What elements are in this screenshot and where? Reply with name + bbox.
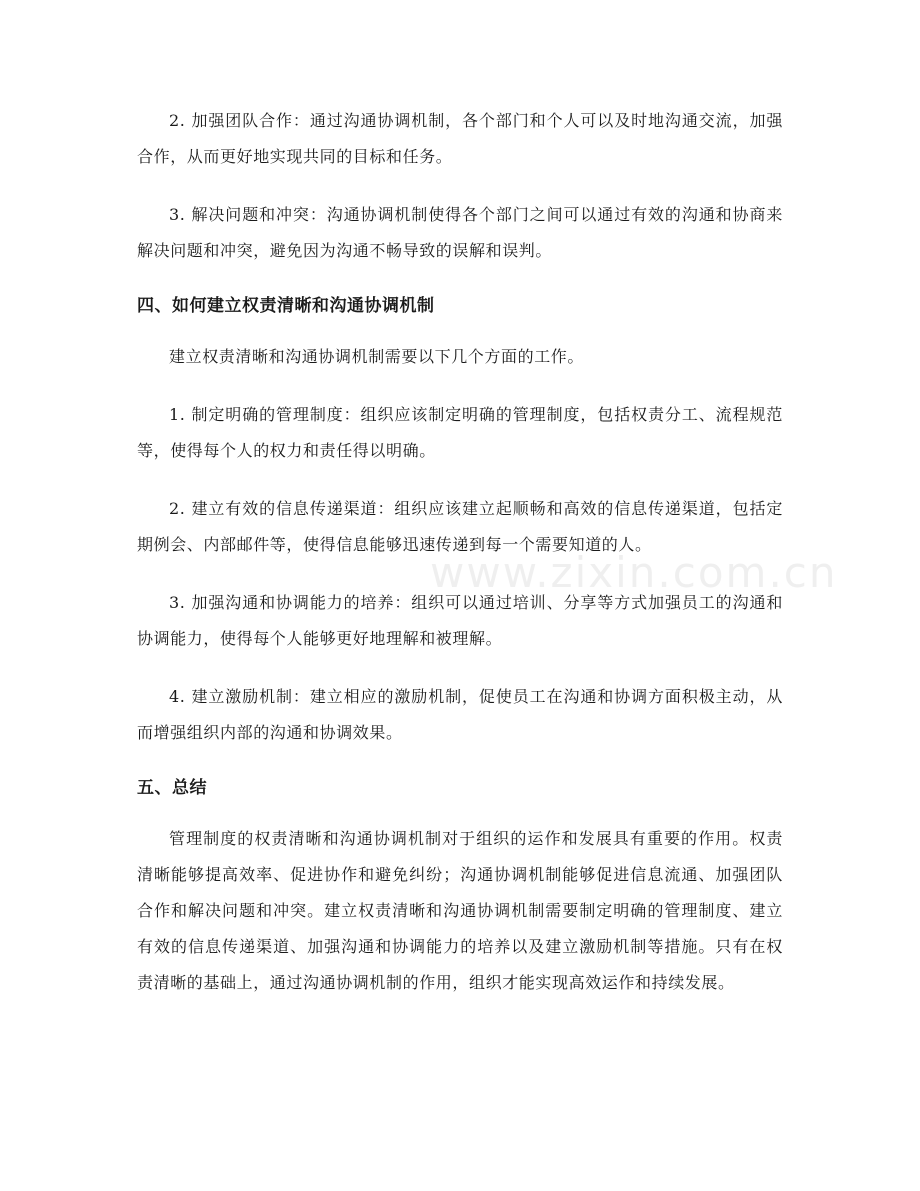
document-body — [137, 103, 783, 1023]
watermark-text: www.zixin.com.cn — [430, 548, 838, 597]
paragraph-information-channels: 2. 建立有效的信息传递渠道：组织应该建立起顺畅和高效的信息传递渠道，包括定期例会、内部邮件等，使得信息能够迅速传递到每一个需要知道的人。 — [137, 499, 783, 554]
paragraph-management-system: 1. 制定明确的管理制度：组织应该制定明确的管理制度，包括权责分工、流程规范等，使得每个人的权力和责任得以明确。 — [137, 405, 783, 460]
paragraph-summary: 管理制度的权责清晰和沟通协调机制对于组织的运作和发展具有重要的作用。权责清晰能够提高效率、促进协作和避免纠纷；沟通协调机制能够促进信息流通、加强团队合作和解决问题和冲突。建立权责清晰和沟通协调机制需要制定明确的管理制度、建立有效的信息传递渠道、加强沟通和协调能力的培养以及建立激励机制等措施。只有在权责清晰的基础上，通过沟通协调机制的作用，组织才能实现高效运作和持续发展。 — [137, 829, 783, 992]
paragraph-team-cooperation: 2. 加强团队合作：通过沟通协调机制，各个部门和个人可以及时地沟通交流，加强合作，从而更好地实现共同的目标和任务。 — [137, 111, 783, 166]
section-heading-5: 五、总结 — [137, 778, 207, 798]
paragraph-resolve-conflicts: 3. 解决问题和冲突：沟通协调机制使得各个部门之间可以通过有效的沟通和协商来解决问题和冲突，避免因为沟通不畅导致的误解和误判。 — [137, 205, 783, 260]
paragraph-incentive-mechanism: 4. 建立激励机制：建立相应的激励机制，促使员工在沟通和协调方面积极主动，从而增强组织内部的沟通和协调效果。 — [137, 687, 783, 742]
section-heading-4: 四、如何建立权责清晰和沟通协调机制 — [137, 296, 435, 316]
paragraph-section-4-intro: 建立权责清晰和沟通协调机制需要以下几个方面的工作。 — [169, 347, 585, 366]
paragraph-communication-training: 3. 加强沟通和协调能力的培养：组织可以通过培训、分享等方式加强员工的沟通和协调能力，使得每个人能够更好地理解和被理解。 — [137, 593, 783, 648]
